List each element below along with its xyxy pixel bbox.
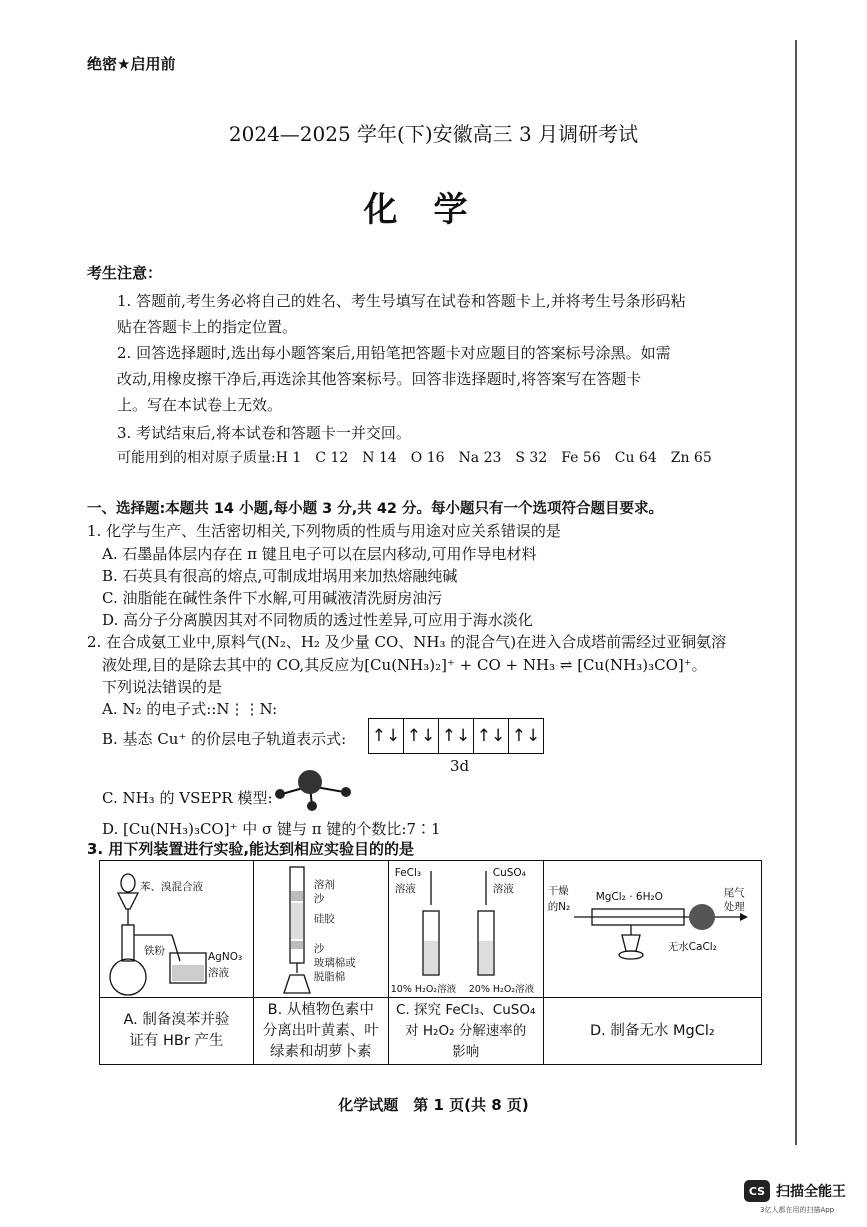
apparatus-c-label-5: 10% H₂O₂溶液 — [390, 984, 457, 995]
apparatus-b-label-1: 溶剂 — [313, 879, 335, 891]
atomic-mass-line: 可能用到的相对原子质量:H 1 C 12 N 14 O 16 Na 23 S 32 Fe 56 Cu 64 Zn 65 — [117, 450, 712, 466]
apparatus-d-label-3: MgCl₂ · 6H₂O — [595, 891, 663, 903]
q2-option-a: A. N₂ 的电子式::N⋮⋮N: — [102, 700, 278, 718]
apparatus-d-label-5: 处理 — [723, 901, 745, 913]
q1-option-b: B. 石英具有很高的熔点,可制成坩埚用来加热熔融纯碱 — [102, 567, 458, 585]
apparatus-a-caption — [100, 998, 254, 1065]
page-footer: 化学试题 第 1 页(共 8 页) — [338, 1096, 529, 1114]
caption-c-line-3: 影响 — [452, 1043, 480, 1060]
q1-stem: 1. 化学与生产、生活密切相关,下列物质的性质与用途对应关系错误的是 — [87, 522, 561, 540]
apparatus-c-label-1: FeCl₃ — [394, 867, 422, 879]
notice-line-1a: 1. 答题前,考生务必将自己的姓名、考生号填写在试卷和答题卡上,并将考生号条形码粘 — [117, 292, 686, 310]
apparatus-b-label-5: 玻璃棉或 — [313, 957, 356, 969]
apparatus-c-label-4: 溶液 — [492, 883, 514, 895]
apparatus-d-drawing — [544, 861, 763, 997]
notice-line-2c: 上。写在本试卷上无效。 — [117, 396, 283, 414]
notice-line-2a: 2. 回答选择题时,选出每小题答案后,用铅笔把答题卡对应题目的答案标号涂黑。如需 — [117, 344, 671, 362]
apparatus-c-label-2: 溶液 — [394, 883, 416, 895]
caption-d-line: D. 制备无水 MgCl₂ — [590, 1022, 715, 1039]
caption-a-line-1: A. 制备溴苯并验 — [123, 1012, 230, 1028]
apparatus-d-cell — [543, 861, 761, 998]
orbital-label: 3d — [450, 757, 470, 775]
section-heading: 一、选择题:本题共 14 小题,每小题 3 分,共 42 分。每小题只有一个选项符合题目要求。 — [87, 501, 664, 517]
subject-title: 化学 — [363, 190, 504, 230]
q2-option-b: B. 基态 Cu⁺ 的价层电子轨道表示式: — [102, 730, 347, 748]
apparatus-b-label-2: 沙 — [313, 893, 325, 905]
orbital-diagram — [368, 718, 544, 754]
q1-option-c: C. 油脂能在碱性条件下水解,可用碱液清洗厨房油污 — [102, 589, 443, 607]
q3-stem: 3. 用下列装置进行实验,能达到相应实验目的的是 — [87, 840, 415, 858]
apparatus-c-caption — [388, 998, 543, 1065]
orbital-box: ↑↓ — [474, 719, 509, 753]
vsepr-model-image — [268, 766, 358, 812]
q2-stem-1: 2. 在合成氨工业中,原料气(N₂、H₂ 及少量 CO、NH₃ 的混合气)在进入合成塔前需经过亚铜氨溶 — [87, 633, 727, 651]
caption-c-line-1: C. 探究 FeCl₃、CuSO₄ — [396, 1001, 536, 1018]
orbital-box: ↑↓ — [511, 726, 541, 746]
scanner-name: 扫描全能王 — [776, 1184, 846, 1200]
apparatus-a-label-2: 铁粉 — [144, 945, 165, 957]
apparatus-b-label-6: 脱脂棉 — [313, 971, 346, 983]
apparatus-c-label-3: CuSO₄ — [492, 867, 526, 879]
apparatus-d-label-4: 尾气 — [723, 887, 745, 899]
caption-b-line-1: B. 从植物色素中 — [267, 1001, 374, 1018]
notice-line-3: 3. 考试结束后,将本试卷和答题卡一并交回。 — [117, 424, 411, 442]
apparatus-b-caption — [253, 998, 388, 1065]
apparatus-b-label-3: 硅胶 — [313, 913, 335, 925]
exam-title: 2024—2025 学年(下)安徽高三 3 月调研考试 — [228, 122, 639, 146]
apparatus-d-label-6: 无水CaCl₂ — [667, 941, 717, 953]
apparatus-a-label-1: 苯、溴混合液 — [140, 881, 203, 893]
apparatus-b-cell — [253, 861, 388, 998]
caption-b-line-3: 绿素和胡萝卜素 — [270, 1043, 372, 1060]
apparatus-d-label-2: 的N₂ — [547, 901, 571, 913]
apparatus-d-label-1: 干燥 — [547, 885, 569, 897]
apparatus-b-label-4: 沙 — [313, 943, 325, 955]
notice-line-2b: 改动,用橡皮擦干净后,再选涂其他答案标号。回答非选择题时,将答案写在答题卡 — [117, 370, 642, 388]
orbital-box: ↑↓ — [369, 719, 404, 753]
scanner-tagline: 3亿人都在用的扫描App — [760, 1206, 835, 1214]
orbital-box: ↑↓ — [404, 719, 439, 753]
confidential-label: 绝密★启用前 — [87, 55, 176, 73]
q1-option-d: D. 高分子分离膜因其对不同物质的透过性差异,可应用于海水淡化 — [102, 611, 533, 629]
q3-apparatus-table — [99, 860, 762, 1065]
apparatus-a-label-3: AgNO₃ — [208, 951, 243, 963]
caption-a-line-2: 证有 HBr 产生 — [129, 1033, 224, 1049]
caption-b-line-2: 分离出叶黄素、叶 — [262, 1022, 379, 1039]
orbital-box: ↑↓ — [439, 719, 474, 753]
apparatus-a-cell — [100, 861, 254, 998]
notice-title: 考生注意： — [87, 264, 163, 282]
q2-option-c: C. NH₃ 的 VSEPR 模型: — [102, 789, 273, 807]
apparatus-c-label-6: 20% H₂O₂溶液 — [468, 984, 535, 995]
caption-c-line-2: 对 H₂O₂ 分解速率的 — [405, 1022, 527, 1039]
scanner-logo — [744, 1180, 846, 1202]
apparatus-a-label-4: 溶液 — [208, 967, 229, 979]
apparatus-d-caption — [543, 998, 761, 1065]
apparatus-c-cell — [388, 861, 543, 998]
q1-option-a: A. 石墨晶体层内存在 π 键且电子可以在层内移动,可用作导电材料 — [102, 545, 537, 563]
q2-stem-3: 下列说法错误的是 — [102, 678, 223, 696]
q2-stem-2: 液处理,目的是除去其中的 CO,其反应为[Cu(NH₃)₂]⁺ + CO + NH₃ ⇌ [Cu(NH₃)₃CO]⁺。 — [102, 656, 707, 674]
notice-line-1b: 贴在答题卡上的指定位置。 — [117, 318, 298, 336]
q2-option-d: D. [Cu(NH₃)₃CO]⁺ 中 σ 键与 π 键的个数比:7∶1 — [102, 820, 441, 838]
scanner-badge-icon: CS — [744, 1180, 770, 1202]
